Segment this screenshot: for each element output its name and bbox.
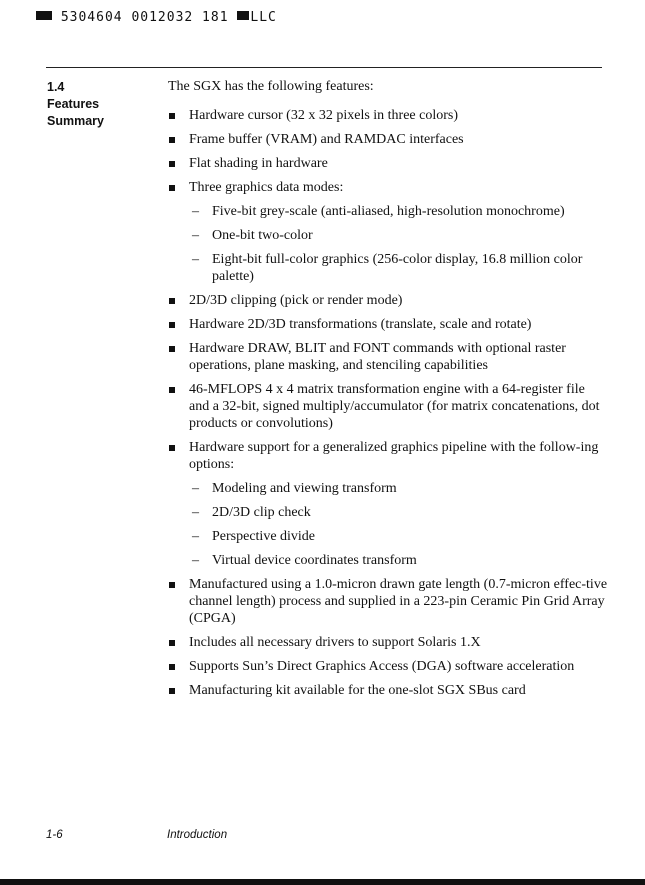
list-item-text: Flat shading in hardware bbox=[189, 156, 328, 171]
list-item bbox=[168, 179, 608, 196]
features-content bbox=[168, 78, 608, 706]
square-bullet-icon bbox=[169, 640, 175, 646]
section-number: 1.4 bbox=[47, 80, 65, 94]
square-bullet-icon bbox=[169, 185, 175, 191]
section-title: Features Summary bbox=[47, 97, 104, 128]
sub-list-item bbox=[168, 227, 608, 244]
list-item-text: Supports Sun’s Direct Graphics Access (DGA) software acceleration bbox=[189, 659, 575, 674]
sub-list-item bbox=[168, 251, 608, 285]
list-item bbox=[168, 634, 608, 651]
sub-list-item-text: One-bit two-color bbox=[212, 228, 313, 243]
sub-list-item-text: Eight-bit full-color graphics (256-color display, 16.8 million color palette) bbox=[212, 252, 583, 284]
dash-bullet-icon: – bbox=[192, 505, 199, 520]
list-item bbox=[168, 658, 608, 675]
dash-bullet-icon: – bbox=[192, 252, 199, 267]
sub-list-item-text: Five-bit grey-scale (anti-aliased, high-resolution monochrome) bbox=[212, 204, 565, 219]
list-item bbox=[168, 131, 608, 148]
list-item bbox=[168, 381, 608, 432]
square-bullet-icon bbox=[169, 445, 175, 451]
bottom-edge-bar bbox=[0, 879, 645, 885]
dash-bullet-icon: – bbox=[192, 553, 199, 568]
square-bullet-icon bbox=[169, 161, 175, 167]
list-item-text: Includes all necessary drivers to support Solaris 1.X bbox=[189, 635, 481, 650]
square-bullet-icon bbox=[169, 688, 175, 694]
sub-list-item-text: Virtual device coordinates transform bbox=[212, 553, 417, 568]
square-bullet-icon bbox=[169, 582, 175, 588]
footer-section-name: Introduction bbox=[167, 829, 228, 841]
dash-bullet-icon: – bbox=[192, 529, 199, 544]
page-number: 1-6 bbox=[46, 829, 63, 841]
black-block-mark bbox=[36, 11, 52, 20]
intro-text: The SGX has the following features: bbox=[168, 79, 374, 94]
square-bullet-icon bbox=[169, 664, 175, 670]
dash-bullet-icon: – bbox=[192, 228, 199, 243]
sub-list-item-text: Perspective divide bbox=[212, 529, 316, 544]
sub-list-item bbox=[168, 528, 608, 545]
list-item bbox=[168, 439, 608, 473]
list-item bbox=[168, 316, 608, 333]
square-bullet-icon bbox=[169, 322, 175, 328]
sub-list-item bbox=[168, 504, 608, 521]
list-item-text: 2D/3D clipping (pick or render mode) bbox=[189, 293, 403, 308]
square-bullet-icon bbox=[169, 298, 175, 304]
list-item-text: Manufacturing kit available for the one-slot SGX SBus card bbox=[189, 683, 526, 698]
document-code: 5304604 0012032 181 bbox=[60, 10, 229, 25]
list-item bbox=[168, 682, 608, 699]
list-item bbox=[168, 340, 608, 374]
list-item bbox=[168, 107, 608, 124]
sub-list-item bbox=[168, 480, 608, 497]
list-item bbox=[168, 292, 608, 309]
square-bullet-icon bbox=[169, 346, 175, 352]
black-block-mark bbox=[237, 11, 249, 20]
sub-list-item-text: Modeling and viewing transform bbox=[212, 481, 397, 496]
square-bullet-icon bbox=[169, 113, 175, 119]
dash-bullet-icon: – bbox=[192, 481, 199, 496]
document-code-header bbox=[36, 10, 277, 25]
list-item-text: Three graphics data modes: bbox=[189, 180, 344, 195]
list-item-text: Hardware DRAW, BLIT and FONT commands with optional raster operations, plane masking, and stenciling capabilities bbox=[189, 341, 566, 373]
dash-bullet-icon: – bbox=[192, 204, 199, 219]
list-item-text: Hardware cursor (32 x 32 pixels in three colors) bbox=[189, 108, 459, 123]
document-code-suffix: LLC bbox=[250, 10, 277, 25]
square-bullet-icon bbox=[169, 137, 175, 143]
sub-list-item-text: 2D/3D clip check bbox=[212, 505, 311, 520]
list-item-text: Hardware 2D/3D transformations (translate, scale and rotate) bbox=[189, 317, 532, 332]
list-item bbox=[168, 576, 608, 627]
list-item bbox=[168, 155, 608, 172]
list-item-text: Manufactured using a 1.0-micron drawn gate length (0.7-micron effec-tive channel length) process and supplied in a 223-pin Ceramic Pin Grid Array (CPGA) bbox=[189, 577, 608, 626]
list-item-text: Frame buffer (VRAM) and RAMDAC interfaces bbox=[189, 132, 464, 147]
list-item-text: 46-MFLOPS 4 x 4 matrix transformation engine with a 64-register file and a 32-bit, signed multiply/accumulator (for matrix concatenations, dot products or convolutions) bbox=[189, 382, 600, 431]
list-item-text: Hardware support for a generalized graphics pipeline with the follow-ing options: bbox=[189, 440, 599, 472]
sub-list-item bbox=[168, 552, 608, 569]
sub-list-item bbox=[168, 203, 608, 220]
square-bullet-icon bbox=[169, 387, 175, 393]
section-rule bbox=[46, 67, 602, 68]
